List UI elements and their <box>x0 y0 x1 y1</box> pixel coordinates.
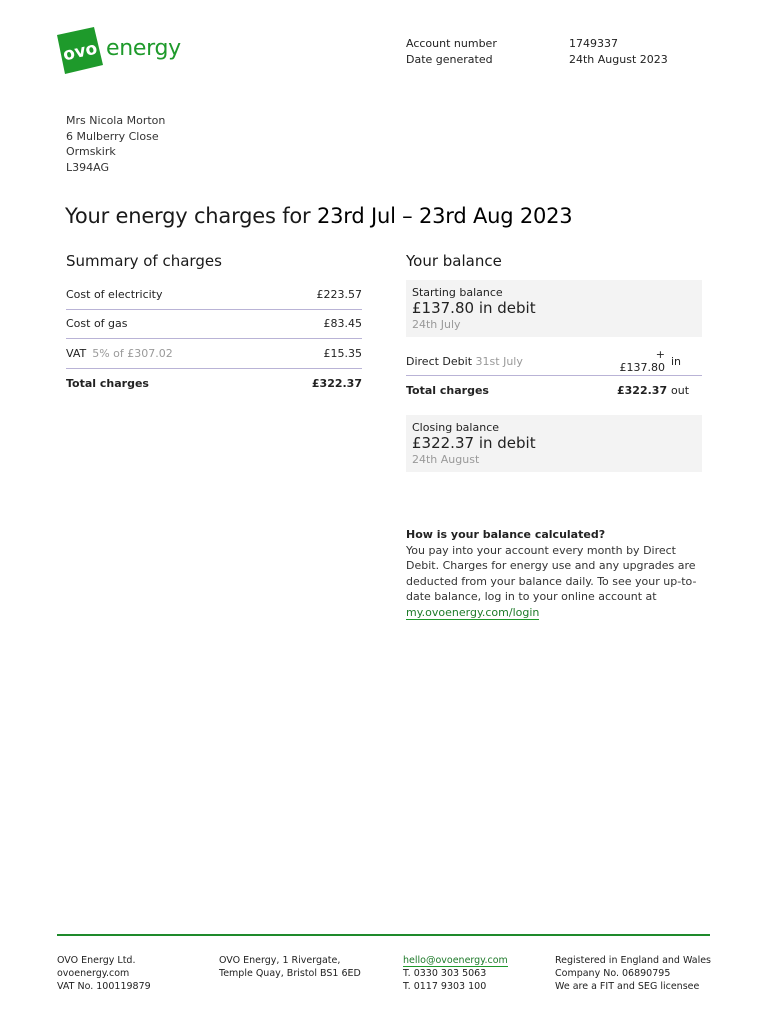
balance-title: Your balance <box>406 252 502 270</box>
address-line: Ormskirk <box>66 145 116 158</box>
starting-balance-box <box>406 280 702 337</box>
summary-title: Summary of charges <box>66 252 222 270</box>
footer-company <box>57 954 151 993</box>
footer-contact <box>403 954 508 993</box>
starting-balance-label: Starting balance <box>412 286 503 299</box>
brand-name: energy <box>106 36 181 61</box>
footer-registration <box>555 954 711 993</box>
total-charges-label: Total charges <box>66 376 149 390</box>
charge-row-vat <box>66 339 362 369</box>
footer-line: Registered in England and Wales <box>555 955 711 966</box>
date-generated-row <box>406 52 668 68</box>
footer-line: We are a FIT and SEG licensee <box>555 981 700 992</box>
address-line: L394AG <box>66 160 109 174</box>
charge-value: £15.35 <box>323 346 362 360</box>
date-generated-label: Date generated <box>406 52 493 66</box>
account-number-label: Account number <box>406 37 497 50</box>
balance-total-label: Total charges <box>406 384 489 397</box>
direct-debit-label: Direct Debit <box>406 354 473 368</box>
charge-value: £83.45 <box>323 317 362 331</box>
charge-label: Cost of electricity <box>66 287 163 301</box>
closing-balance-date: 24th August <box>412 453 480 466</box>
closing-balance-status: in debit <box>478 434 536 452</box>
account-number-value: 1749337 <box>569 37 618 50</box>
charge-value: £223.57 <box>316 287 362 301</box>
explanation-body: You pay into your account every month by Direct Debit. Charges for energy use and any upgrades are deducted from your balance daily. To see your up-to-date balance, log in to your online account at <box>406 543 697 603</box>
footer-phone: T. 0330 303 5063 <box>403 968 487 979</box>
ovo-logo-icon <box>54 27 104 75</box>
direct-debit-value: +£137.80 <box>619 348 665 374</box>
account-number-row <box>406 36 668 52</box>
direct-debit-direction: in <box>671 354 682 368</box>
account-meta <box>406 36 668 67</box>
billing-period: 23rd Jul – 23rd Aug 2023 <box>316 204 573 228</box>
footer-line: OVO Energy Ltd. <box>57 955 136 966</box>
footer-line: Company No. 06890795 <box>555 968 671 979</box>
starting-balance-date: 24th July <box>412 318 461 331</box>
direct-debit-row <box>406 347 702 376</box>
footer-line: OVO Energy, 1 Rivergate, <box>219 955 341 966</box>
address-line: 6 Mulberry Close <box>66 129 159 143</box>
explanation-question: How is your balance calculated? <box>406 528 606 541</box>
starting-balance-amount: £137.80 <box>412 299 475 317</box>
charge-row-gas <box>66 310 362 340</box>
address-line: Mrs Nicola Morton <box>66 114 166 127</box>
summary-of-charges <box>66 280 362 398</box>
page-title <box>65 204 572 228</box>
closing-balance-amount: £322.37 <box>412 434 475 452</box>
your-balance <box>406 280 702 472</box>
ovo-energy-logo <box>54 27 184 75</box>
footer-website: ovoenergy.com <box>57 968 130 979</box>
balance-total-direction: out <box>671 384 690 397</box>
balance-total-row <box>406 376 702 405</box>
closing-balance-label: Closing balance <box>412 421 500 434</box>
email-link[interactable]: hello@ovoenergy.com <box>403 955 508 966</box>
direct-debit-date: 31st July <box>475 354 523 368</box>
date-generated-value: 24th August 2023 <box>569 52 668 66</box>
footer-line: VAT No. 100119879 <box>57 981 151 992</box>
logo-mark-text: ovo <box>61 38 100 66</box>
footer-phone: T. 0117 9303 100 <box>403 981 487 992</box>
charge-row-electricity <box>66 280 362 310</box>
online-account-link[interactable]: my.ovoenergy.com/login <box>406 605 540 619</box>
footer-line: Temple Quay, Bristol BS1 6ED <box>219 968 361 979</box>
customer-address <box>66 113 165 175</box>
charge-row-total <box>66 369 362 399</box>
title-prefix: Your energy charges for <box>65 204 317 228</box>
footer-address <box>219 954 361 980</box>
balance-explanation <box>406 527 706 620</box>
closing-balance-box <box>406 415 702 472</box>
total-charges-value: £322.37 <box>311 376 362 390</box>
charge-label: Cost of gas <box>66 317 128 331</box>
footer-divider <box>57 934 710 936</box>
starting-balance-status: in debit <box>478 299 536 317</box>
balance-total-value: £322.37 <box>617 384 668 397</box>
vat-note: 5% of £307.02 <box>92 346 173 360</box>
charge-label: VAT <box>66 346 87 360</box>
